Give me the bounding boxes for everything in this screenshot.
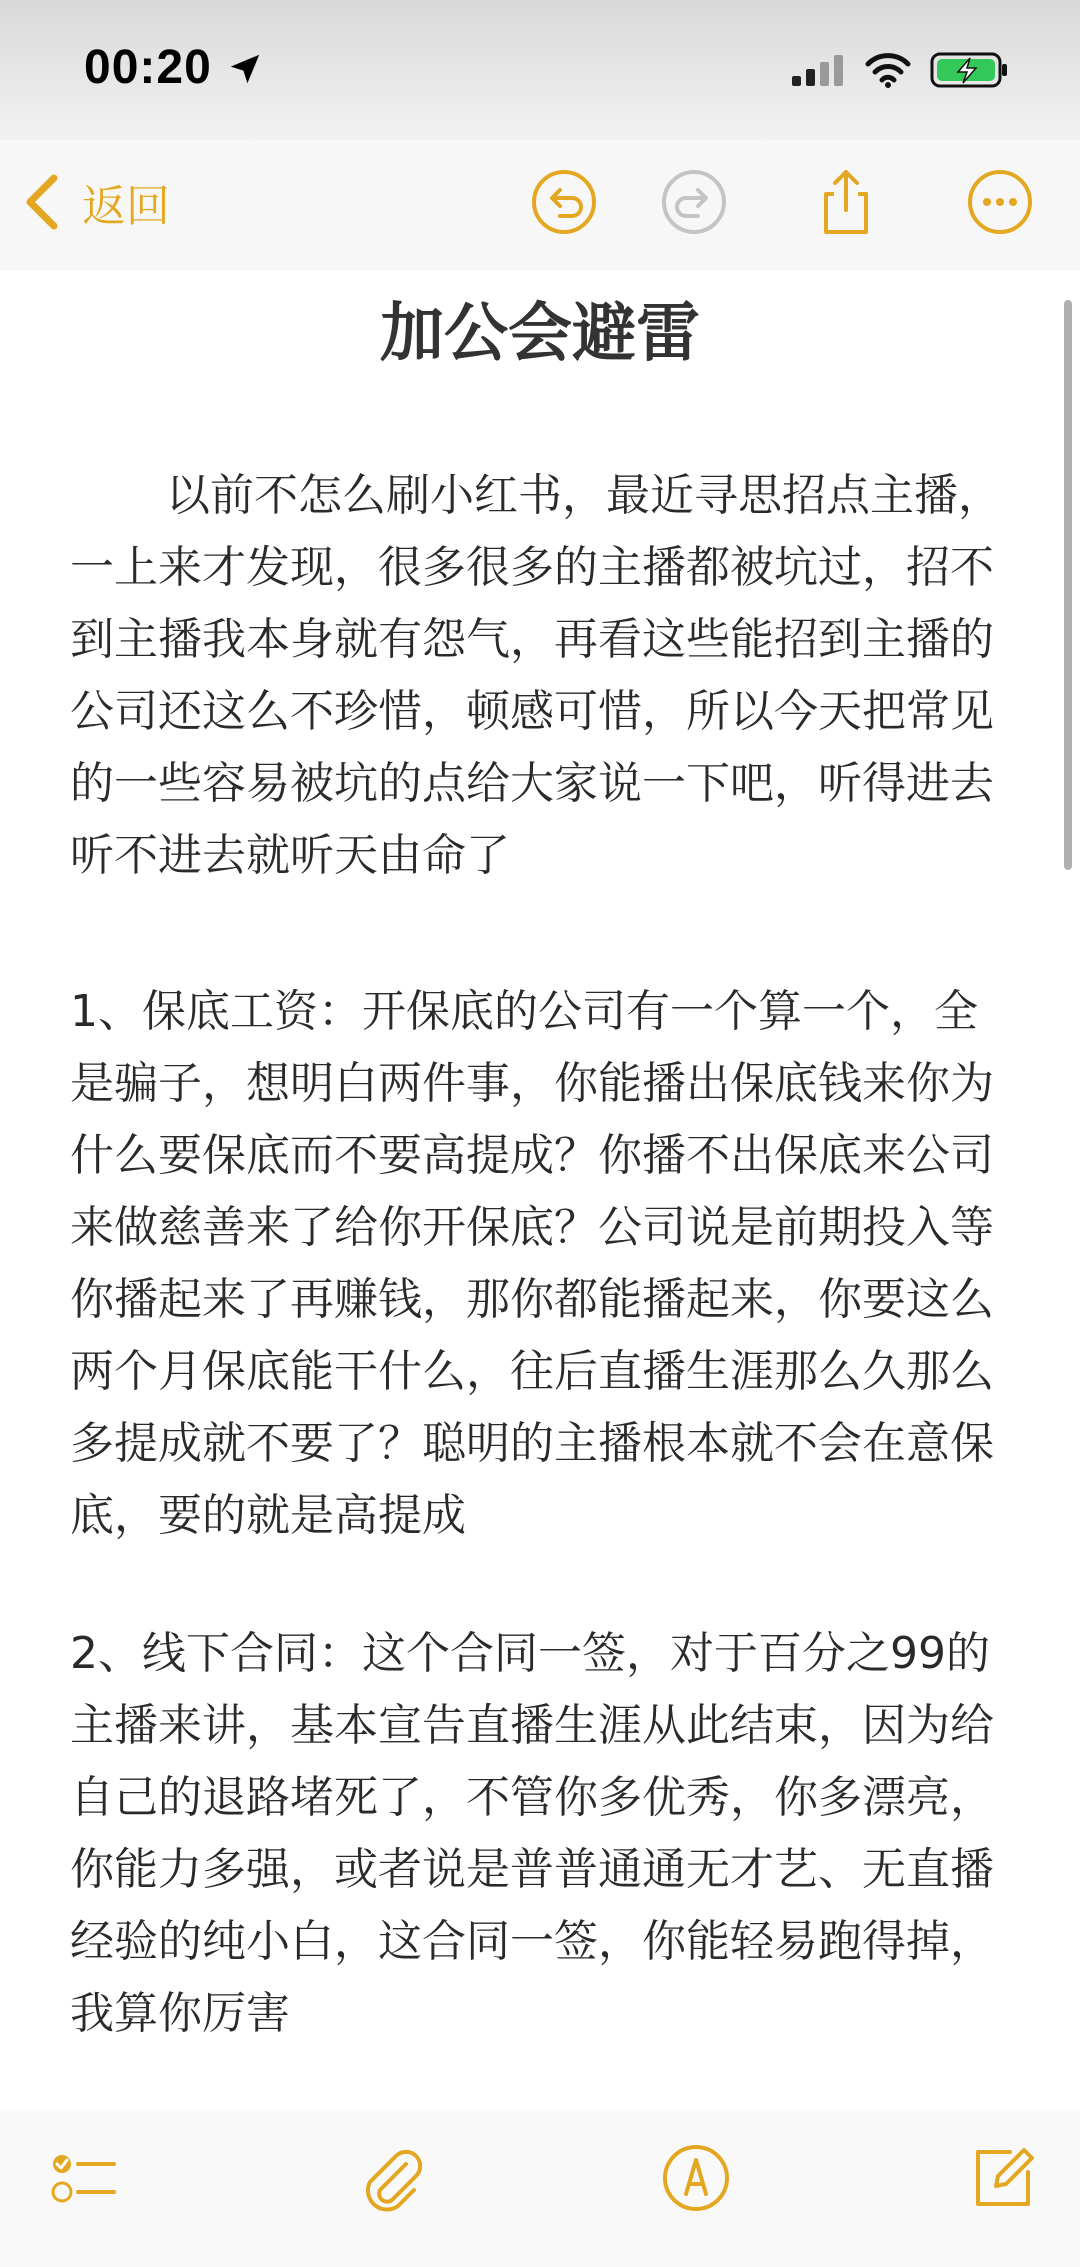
cellular-signal-icon [790,54,848,88]
compose-icon[interactable] [966,2142,1038,2214]
undo-icon[interactable] [530,168,598,236]
checklist-icon[interactable] [48,2142,120,2214]
note-paragraph-offline-contract: 2、线下合同：这个合同一签，对于百分之99的主播来讲，基本宣告直播生涯从此结束，因为给自己的退路堵死了，不管你多优秀，你多漂亮，你能力多强，或者说是普普通通无才艺、无直播经验的纯小白，这合同一签，你能轻易跑得掉，我算你厉害 [70,1628,994,2039]
status-bar [0,0,1080,140]
bottom-toolbar [0,2110,1080,2267]
share-icon[interactable] [812,168,880,236]
chevron-left-icon [22,172,62,232]
note-paragraph-intro: 以前不怎么刷小红书，最近寻思招点主播，一上来才发现，很多很多的主播都被坑过，招不到主播我本身就有怨气，再看这些能招到主播的公司还这么不珍惜，顿感可惜，所以今天把常见的一些容易被坑的点给大家说一下吧，听得进去听不进去就听天由命了 [70,470,1002,881]
back-label: 返回 [82,182,170,231]
note-title: 加公会避雷 [380,297,700,371]
navigation-bar [0,140,1080,270]
back-button[interactable] [22,162,170,242]
redo-icon[interactable] [660,168,728,236]
attachment-icon[interactable] [356,2142,428,2214]
battery-charging-icon [930,50,1010,90]
status-time: 00:20 [84,41,212,94]
vertical-scrollbar[interactable] [1064,300,1072,870]
location-arrow-icon [226,50,264,88]
markup-icon[interactable] [660,2142,732,2214]
note-paragraph-guaranteed-salary: 1、保底工资：开保底的公司有一个算一个，全是骗子，想明白两件事，你能播出保底钱来你为什么要保底而不要高提成？你播不出保底来公司来做慈善来了给你开保底？公司说是前期投入等你播起来了再赚钱，那你都能播起来，你要这么两个月保底能干什么，往后直播生涯那么久那么多提成就不要了？聪明的主播根本就不会在意保底，要的就是高提成 [70,986,994,1541]
note-content[interactable] [0,270,1080,2110]
wifi-icon [864,50,912,90]
more-icon[interactable] [966,168,1034,236]
